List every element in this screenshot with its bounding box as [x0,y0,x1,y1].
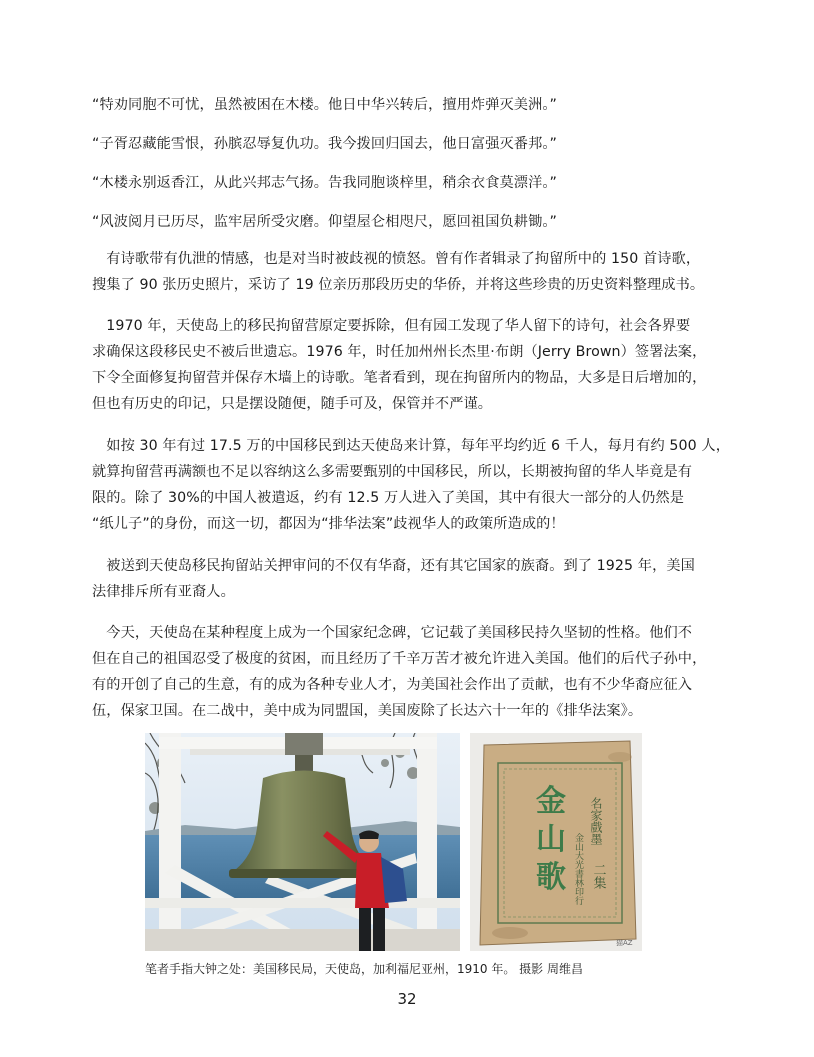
poem-line: “木楼永别返香江，从此兴邦志气扬。告我同胞谈梓里，稍余衣食莫漂洋。” [92,175,558,191]
paragraph-line: 就算拘留营再满额也不足以容纳这么多需要甄别的中国移民，所以，长期被拘留的华人毕竟是有 [92,464,693,480]
page-number: 32 [397,990,417,1008]
figure-caption: 笔者手指大钟之处：美国移民局，天使岛，加利福尼亚州，1910 年。 摄影 周维昌 [145,962,583,976]
book-volume-text: 二集 [590,863,606,889]
paragraph-line: 但在自己的祖国忍受了极度的贫困，而且经历了千辛万苦才被允许进入美国。他们的后代子孙中， [92,651,707,667]
paragraph-line: 被送到天使岛移民拘留站关押审问的不仅有华裔，还有其它国家的族裔。到了 1925 年，美国 [92,558,695,574]
poem-line: “特劝同胞不可忧，虽然被困在木楼。他日中华兴转后，擅用炸弹灭美洲。” [92,97,558,113]
poem-line: “子胥忍藏能雪恨，孙膑忍辱复仇功。我今拨回归国去，他日富强灭番邦。” [92,136,558,152]
paragraph-line: 有的开创了自己的生意，有的成为各种专业人才，为美国社会作出了贡献，也有不少华裔应征入 [92,677,693,693]
watermark-text: 猫AZ [616,939,633,947]
book-side-text: 名家戲墨 [589,797,603,845]
bell-photo [145,733,460,951]
paragraph-line: “纸儿子”的身份，而这一切，都因为“排华法案”歧视华人的政策所造成的！ [92,516,565,532]
book-cover-photo [470,733,642,951]
paragraph-line: 但也有历史的印记，只是摆设随便，随手可及，保管并不严谨。 [92,396,493,412]
paragraph-line: 限的。除了 30%的中国人被遣返，约有 12.5 万人进入了美国，其中有很大一部分的人仍然是 [92,490,685,506]
book-publisher-text: 金山大光書林印行 [573,833,583,905]
bell-photo-illustration [145,733,460,951]
book-title-char: 金 [536,784,566,819]
paragraph-line: 求确保这段移民史不被后世遗忘。1976 年，时任加州州长杰里·布朗（Jerry Brown）签署法案， [92,344,707,360]
paragraph-line: 法律排斥所有亚裔人。 [92,584,235,600]
book-cover-illustration [470,733,642,951]
poem-line: “风波阅月已历尽，监牢居所受灾磨。仰望屋仑相咫尺，愿回祖国负耕锄。” [92,214,558,230]
book-title-char: 山 [536,822,566,857]
paragraph-line: 有诗歌带有仇泄的情感，也是对当时被歧视的愤怒。曾有作者辑录了拘留所中的 150 首诗歌， [92,251,701,267]
paragraph-line: 伍，保家卫国。在二战中，美中成为同盟国，美国废除了长达六十一年的《排华法案》。 [92,703,643,719]
book-title-char: 歌 [536,860,566,895]
paragraph-line: 下令全面修复拘留营并保存木墙上的诗歌。笔者看到，现在拘留所内的物品，大多是日后增加的， [92,370,707,386]
paragraph-line: 1970 年，天使岛上的移民拘留营原定要拆除，但有园工发现了华人留下的诗句，社会各界要 [92,318,691,334]
paragraph-line: 如按 30 年有过 17.5 万的中国移民到达天使岛来计算，每年平均约近 6 千人，每月有约 500 人， [92,438,730,454]
paragraph-line: 今天，天使岛在某种程度上成为一个国家纪念碑，它记载了美国移民持久坚韧的性格。他们不 [92,625,693,641]
paragraph-line: 搜集了 90 张历史照片，采访了 19 位亲历那段历史的华侨，并将这些珍贵的历史资料整理成书。 [92,277,705,293]
